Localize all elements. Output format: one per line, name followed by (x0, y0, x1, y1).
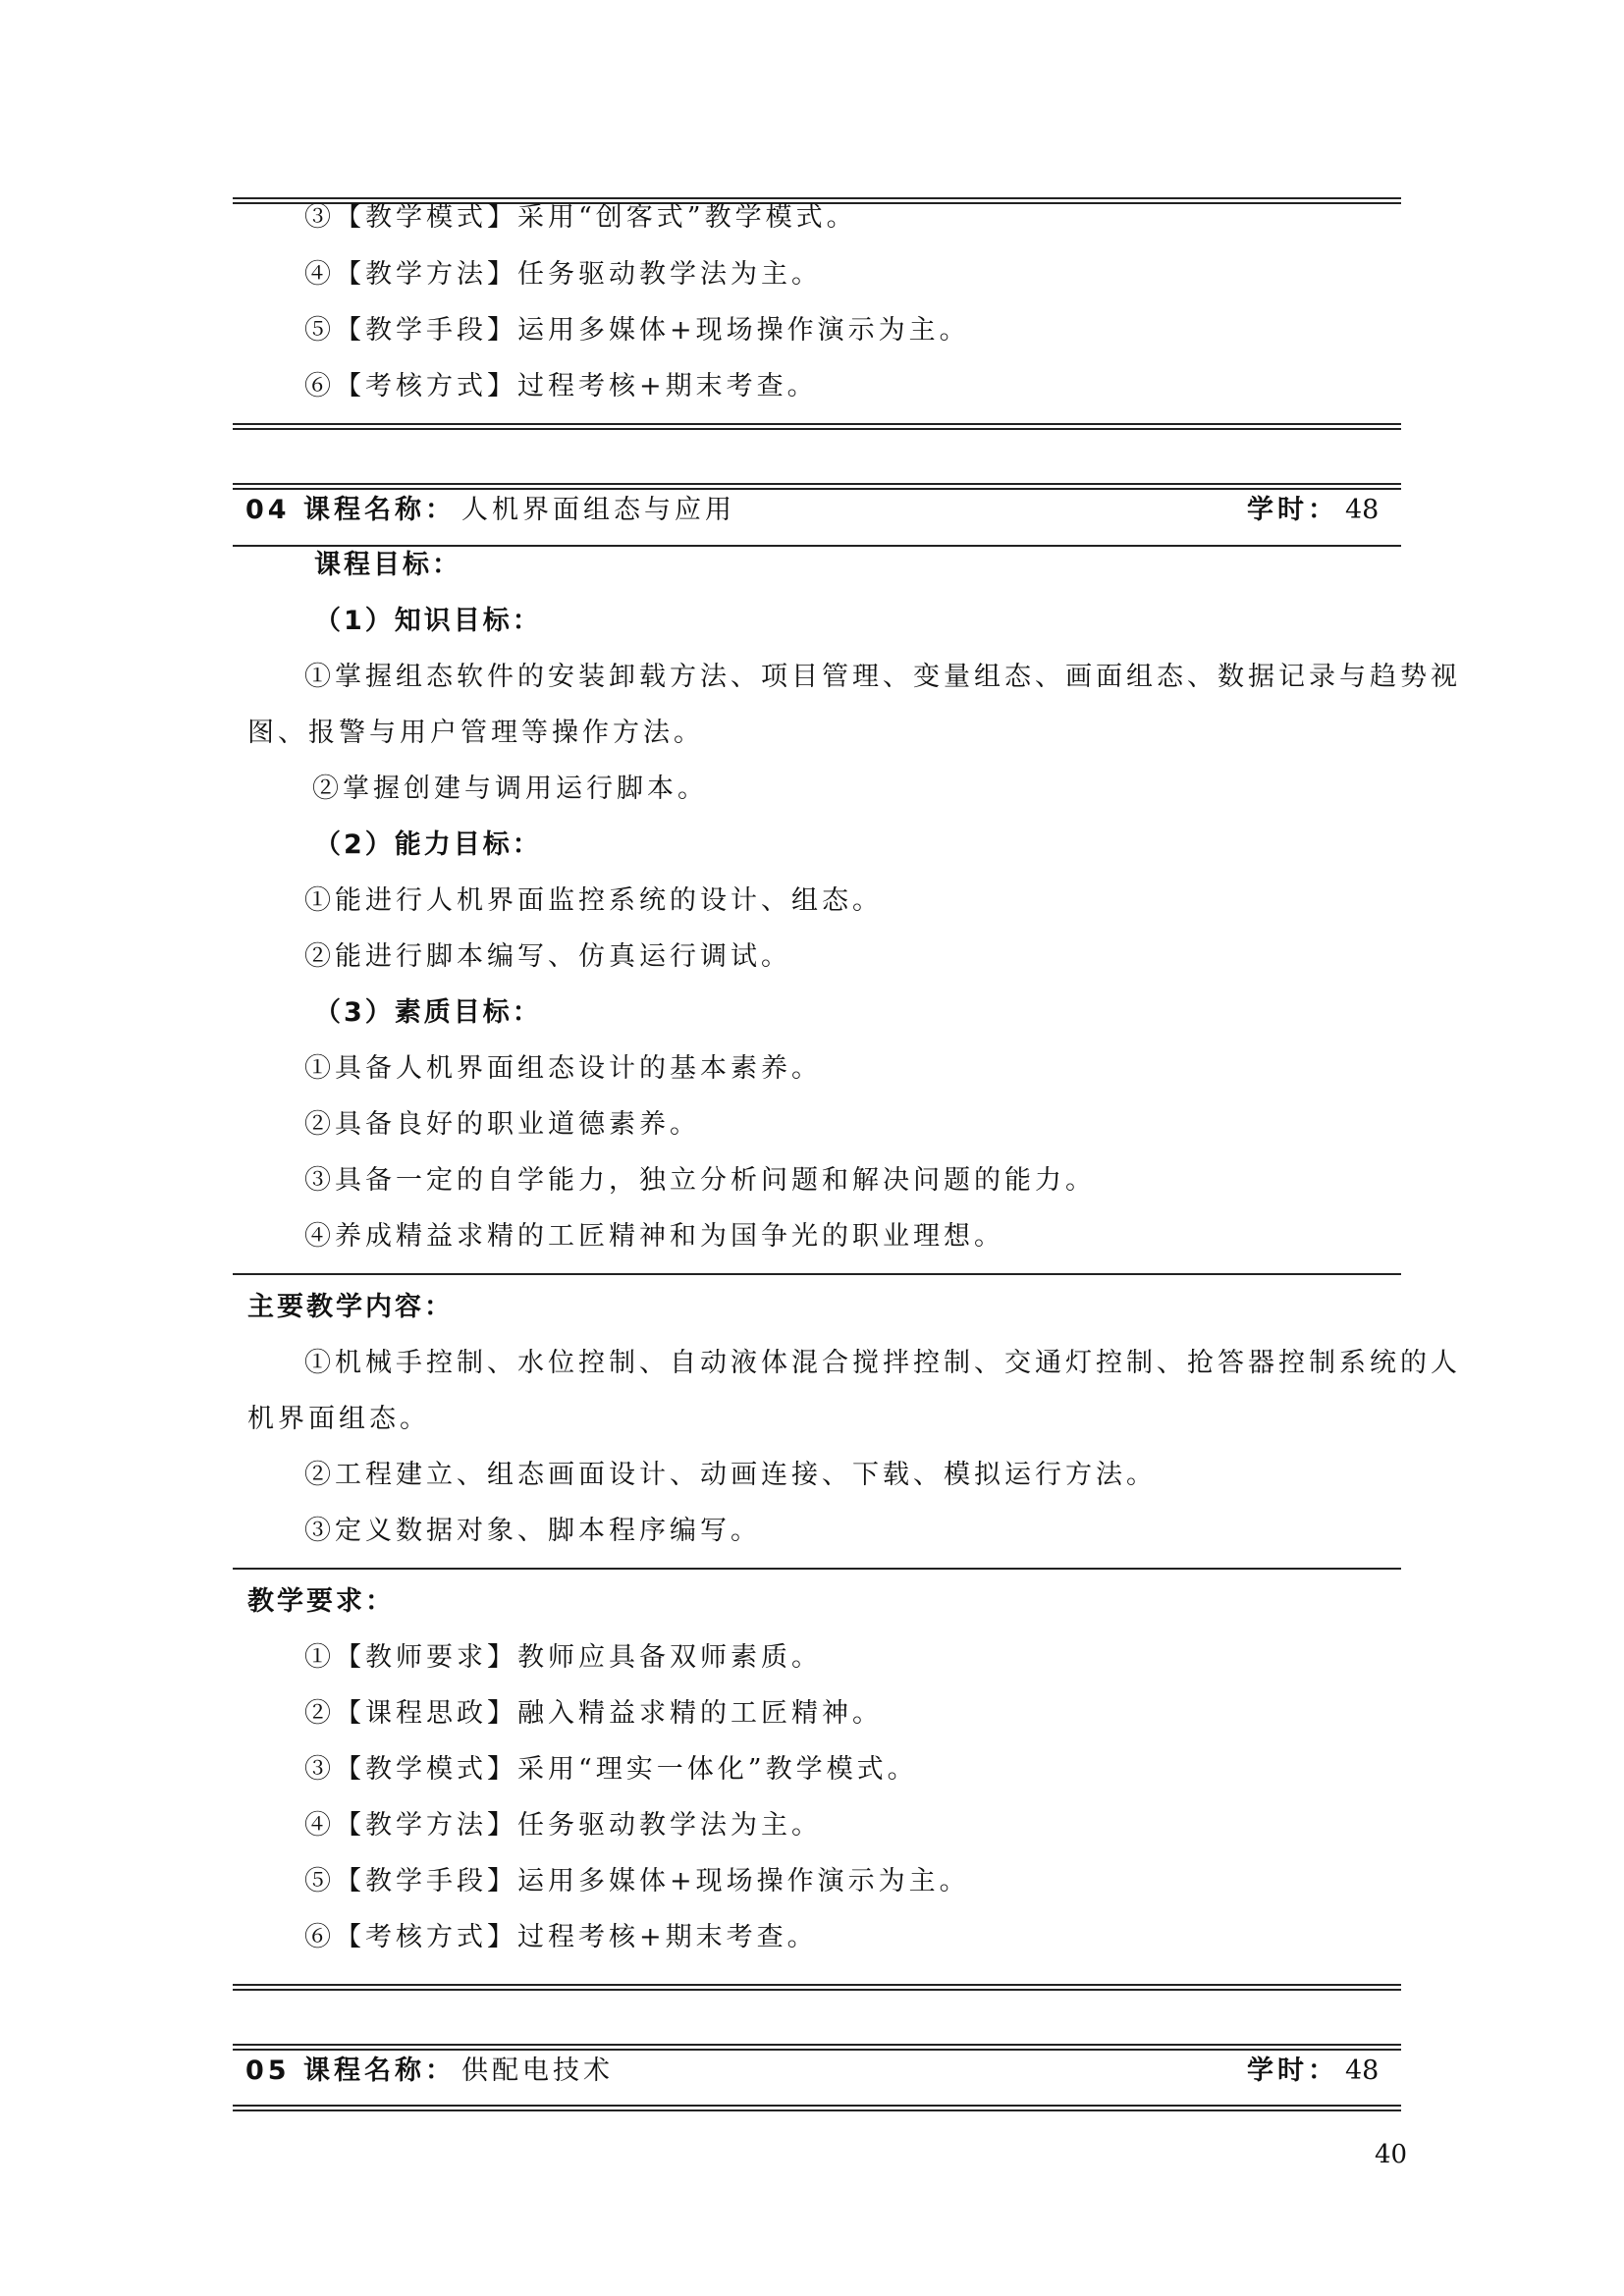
knowledge-title: （1）知识目标： (314, 606, 542, 636)
quality-item-3: ③具备一定的自学能力，独立分析问题和解决问题的能力。 (304, 1165, 1096, 1196)
objectives-title: 课程目标： (314, 550, 461, 580)
quality-item-1: ①具备人机界面组态设计的基本素养。 (304, 1053, 822, 1084)
quality-title: （3）素质目标： (314, 997, 542, 1028)
content-item-1-cont: 机界面组态。 (247, 1404, 430, 1434)
ability-title: （2）能力目标： (314, 829, 542, 860)
requirement-item-2: ②【课程思政】融入精益求精的工匠精神。 (304, 1698, 883, 1729)
knowledge-item-2: ②掌握创建与调用运行脚本。 (312, 774, 708, 804)
objectives-end-rule (233, 1273, 1401, 1275)
course05-header-bottom-rule (233, 2105, 1401, 2111)
course05-name: 供配电技术 (461, 2056, 614, 2086)
requirement-item-5: ⑤【教学手段】运用多媒体+现场操作演示为主。 (304, 1866, 970, 1896)
requirements-title: 教学要求： (247, 1586, 395, 1617)
page-number: 40 (1375, 2140, 1408, 2169)
course05-header-top-rule (233, 2044, 1401, 2051)
knowledge-item-1: ①掌握组态软件的安装卸载方法、项目管理、变量组态、画面组态、数据记录与趋势视 (304, 662, 1461, 692)
course05-number-label: 05 课程名称： (245, 2056, 456, 2086)
course05-hours: 48 (1345, 2056, 1380, 2086)
course04-hours: 48 (1345, 495, 1380, 525)
course04-number-label: 04 课程名称： (245, 495, 456, 525)
top-item-6: ⑥【考核方式】过程考核+期末考查。 (304, 371, 818, 401)
course05-hours-label: 学时： (1247, 2056, 1338, 2086)
top-item-3: ③【教学模式】采用“创客式”教学模式。 (304, 202, 857, 233)
top-section-end-rule (233, 423, 1401, 430)
requirements-end-rule (233, 1984, 1401, 1991)
top-item-4: ④【教学方法】任务驱动教学法为主。 (304, 259, 822, 290)
content-end-rule (233, 1568, 1401, 1570)
quality-item-2: ②具备良好的职业道德素养。 (304, 1109, 700, 1140)
requirement-item-6: ⑥【考核方式】过程考核+期末考查。 (304, 1922, 818, 1952)
content-title: 主要教学内容： (247, 1292, 454, 1322)
content-item-3: ③定义数据对象、脚本程序编写。 (304, 1516, 761, 1546)
ability-item-2: ②能进行脚本编写、仿真运行调试。 (304, 941, 791, 972)
content-item-2: ②工程建立、组态画面设计、动画连接、下载、模拟运行方法。 (304, 1460, 1157, 1490)
requirement-item-1: ①【教师要求】教师应具备双师素质。 (304, 1642, 822, 1673)
top-item-5: ⑤【教学手段】运用多媒体+现场操作演示为主。 (304, 315, 970, 346)
requirement-item-3: ③【教学模式】采用“理实一体化”教学模式。 (304, 1754, 918, 1785)
course04-name: 人机界面组态与应用 (461, 495, 735, 525)
course04-header-top-rule (233, 483, 1401, 490)
knowledge-item-1-cont: 图、报警与用户管理等操作方法。 (247, 718, 704, 748)
quality-item-4: ④养成精益求精的工匠精神和为国争光的职业理想。 (304, 1221, 1004, 1252)
content-item-1: ①机械手控制、水位控制、自动液体混合搅拌控制、交通灯控制、抢答器控制系统的人 (304, 1348, 1461, 1378)
course04-hours-label: 学时： (1247, 495, 1338, 525)
requirement-item-4: ④【教学方法】任务驱动教学法为主。 (304, 1810, 822, 1841)
ability-item-1: ①能进行人机界面监控系统的设计、组态。 (304, 885, 883, 916)
